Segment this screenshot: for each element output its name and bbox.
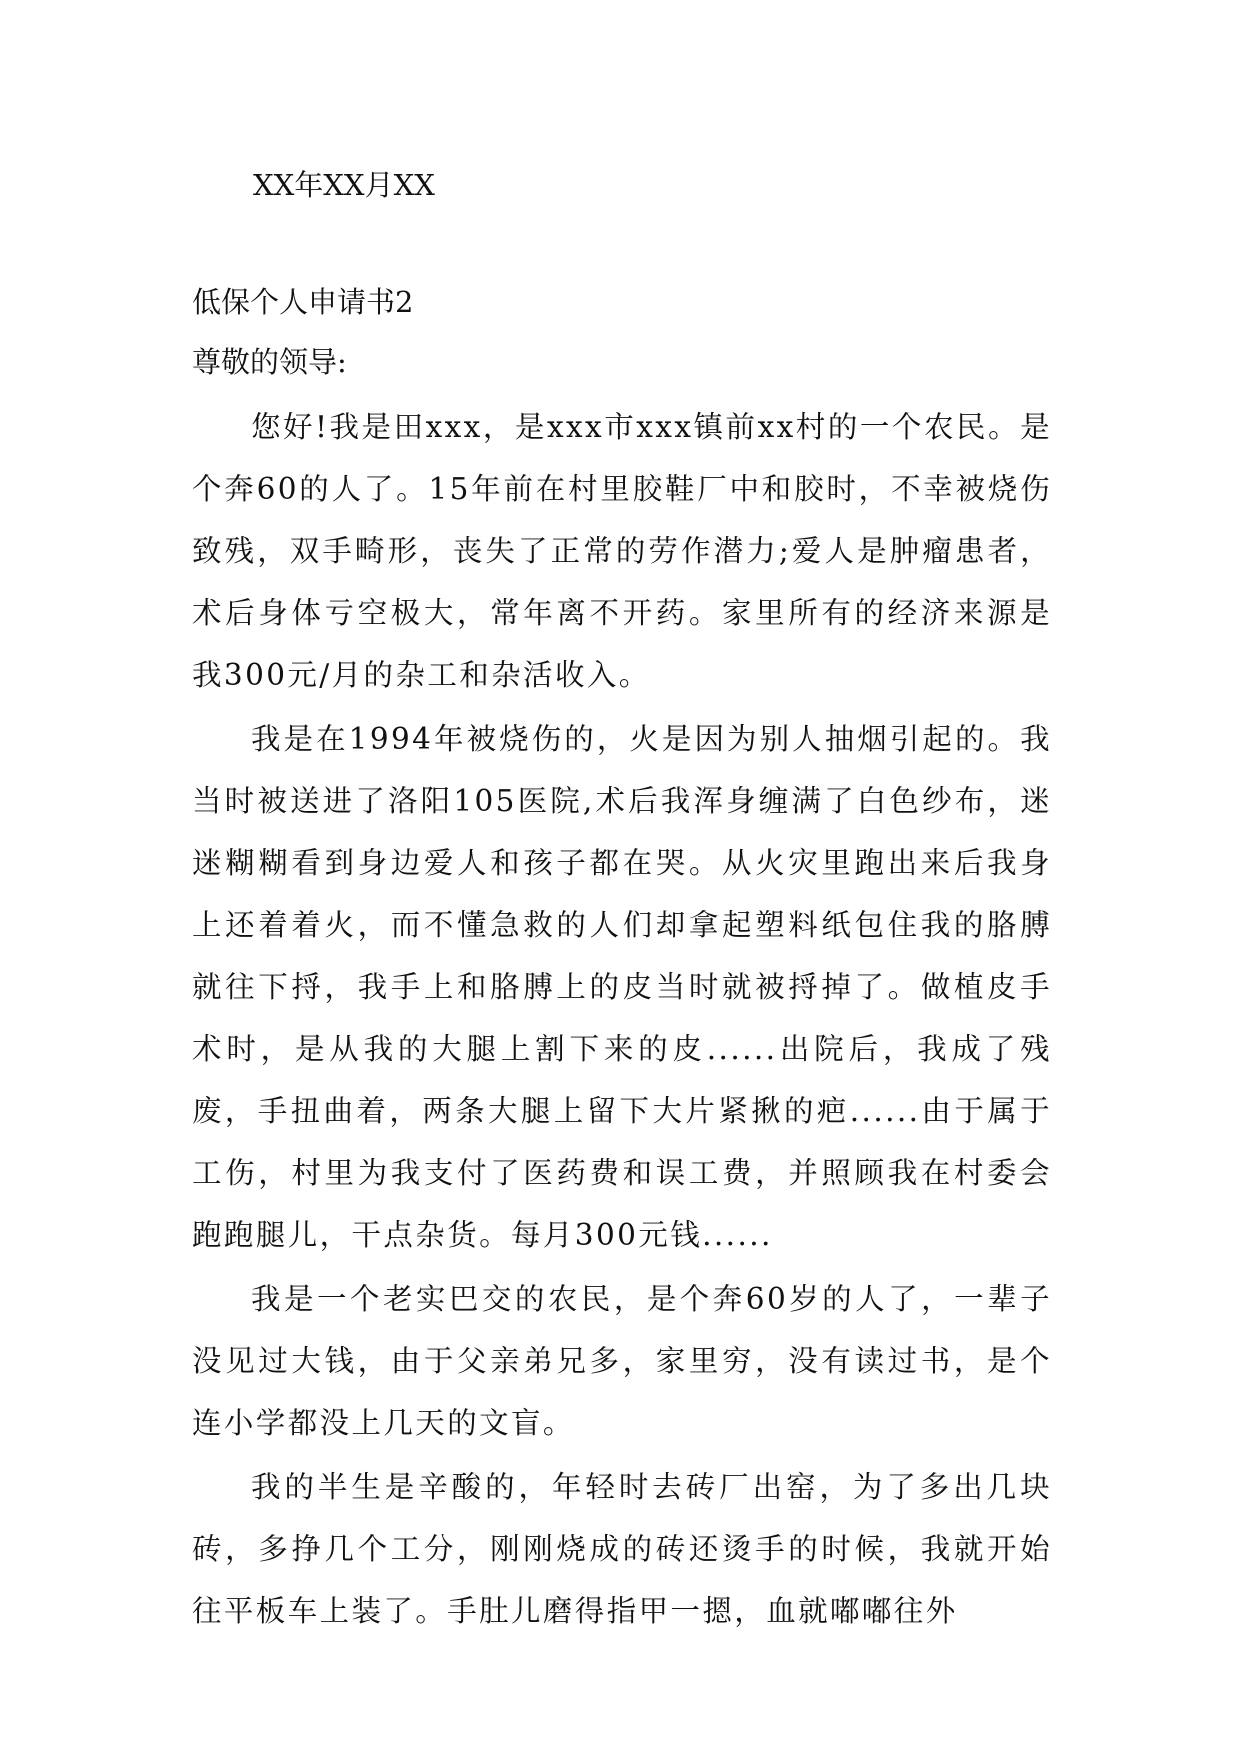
paragraph-2: 我是在1994年被烧伤的，火是因为别人抽烟引起的。我当时被送进了洛阳105医院,术后我浑身缠满了白色纱布，迷迷糊糊看到身边爱人和孩子都在哭。从火灾里跑出来后我身上还着着火，而不懂急救的人们却拿起塑料纸包住我的胳膊就往下捋，我手上和胳膊上的皮当时就被捋掉了。做植皮手术时，是从我的大腿上割下来的皮......出院后，我成了残废，手扭曲着，两条大腿上留下大片紧揪的疤......由于属于工伤，村里为我支付了医药费和误工费，并照顾我在村委会跑跑腿儿，干点杂货。每月300元钱...... [192,722,1052,1252]
paragraph-3: 我是一个老实巴交的农民，是个奔60岁的人了，一辈子没见过大钱，由于父亲弟兄多，家里穷，没有读过书，是个连小学都没上几天的文盲。 [192,1282,1052,1440]
date-line: XX年XX月XX [253,168,435,202]
body-text [192,396,1052,1644]
paragraph-4: 我的半生是辛酸的，年轻时去砖厂出窑，为了多出几块砖，多挣几个工分，刚刚烧成的砖还烫手的时候，我就开始往平板车上装了。手肚儿磨得指甲一摁，血就嘟嘟往外 [192,1470,1052,1628]
salutation: 尊敬的领导: [192,345,347,379]
document-title: 低保个人申请书2 [192,285,414,319]
paragraph-1: 您好!我是田xxx，是xxx市xxx镇前xx村的一个农民。是个奔60的人了。15年前在村里胶鞋厂中和胶时，不幸被烧伤致残，双手畸形，丧失了正常的劳作潜力;爱人是肿瘤患者，术后身体亏空极大，常年离不开药。家里所有的经济来源是我300元/月的杂工和杂活收入。 [192,410,1052,692]
